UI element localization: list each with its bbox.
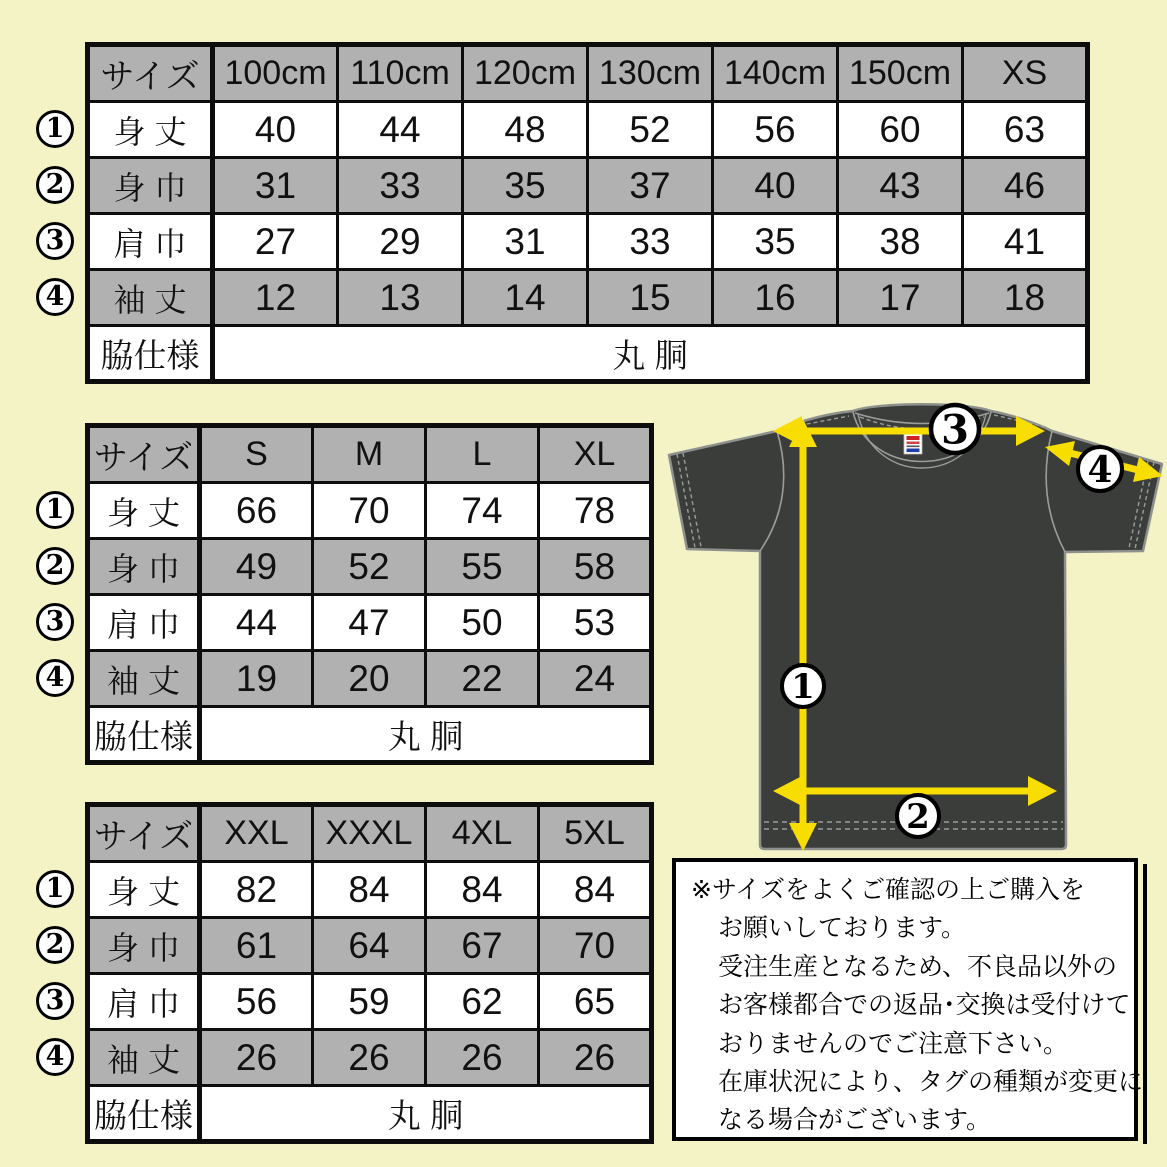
- note-line: お客様都合での返品･交換は受付けて: [718, 991, 1131, 1020]
- marker-4: 4: [1087, 449, 1113, 491]
- row-marker-4: 4: [36, 278, 74, 316]
- cell-value: 64: [313, 918, 426, 974]
- footer-value: 丸 胴: [200, 1086, 652, 1142]
- cell-value: 61: [200, 918, 313, 974]
- cell-value: 22: [426, 651, 539, 707]
- cell-value: 44: [200, 595, 313, 651]
- row-marker-3: 3: [36, 603, 74, 641]
- row-marker-2: 2: [36, 547, 74, 585]
- table-row: [88, 651, 652, 707]
- adult-size-table-block: [45, 423, 654, 765]
- row-label: 袖 丈: [88, 270, 213, 326]
- footer-row: [88, 707, 652, 763]
- cell-value: 55: [426, 539, 539, 595]
- cell-value: 41: [963, 214, 1088, 270]
- cell-value: 52: [588, 102, 713, 158]
- cell-value: 17: [838, 270, 963, 326]
- cell-value: 12: [213, 270, 338, 326]
- column-header: XXXL: [313, 805, 426, 862]
- cell-value: 31: [213, 158, 338, 214]
- cell-value: 62: [426, 974, 539, 1030]
- cell-value: 38: [838, 214, 963, 270]
- cell-value: 26: [426, 1030, 539, 1086]
- row-marker-2: 2: [36, 926, 74, 964]
- cell-value: 40: [213, 102, 338, 158]
- cell-value: 24: [539, 651, 652, 707]
- cell-value: 56: [713, 102, 838, 158]
- footer-label: 脇仕様: [88, 326, 213, 382]
- cell-value: 43: [838, 158, 963, 214]
- row-label: 身 巾: [88, 158, 213, 214]
- column-header: XS: [963, 45, 1088, 102]
- note-line: お願いしております。: [718, 914, 967, 943]
- cell-value: 13: [338, 270, 463, 326]
- cell-value: 60: [838, 102, 963, 158]
- cell-value: 26: [200, 1030, 313, 1086]
- column-header: 150cm: [838, 45, 963, 102]
- note-line: なる場合がございます。: [718, 1106, 992, 1135]
- table-row: [88, 483, 652, 539]
- cell-value: 84: [313, 862, 426, 918]
- table-row: [88, 1030, 652, 1086]
- cell-value: 48: [463, 102, 588, 158]
- column-header: サイズ: [88, 45, 213, 102]
- purchase-note-box: [672, 858, 1144, 1141]
- table-row: [88, 918, 652, 974]
- cell-value: 66: [200, 483, 313, 539]
- note-line: ※サイズをよくご確認の上ご購入を: [691, 876, 1085, 904]
- cell-value: 44: [338, 102, 463, 158]
- marker-2: 2: [906, 797, 930, 837]
- cell-value: 31: [463, 214, 588, 270]
- cell-value: 63: [963, 102, 1088, 158]
- big-size-table: [85, 802, 654, 1144]
- marker-1: 1: [791, 667, 815, 707]
- footer-value: 丸 胴: [200, 707, 652, 763]
- cell-value: 16: [713, 270, 838, 326]
- row-marker-1: 1: [36, 870, 74, 908]
- cell-value: 52: [313, 539, 426, 595]
- row-label: 肩 巾: [88, 214, 213, 270]
- big-size-table-block: [45, 802, 654, 1144]
- column-header: 4XL: [426, 805, 539, 862]
- row-label: 身 丈: [88, 483, 200, 539]
- row-label: 身 巾: [88, 539, 200, 595]
- cell-value: 35: [463, 158, 588, 214]
- cell-value: 84: [426, 862, 539, 918]
- cell-value: 29: [338, 214, 463, 270]
- cell-value: 20: [313, 651, 426, 707]
- table-row: [88, 270, 1088, 326]
- column-header: 110cm: [338, 45, 463, 102]
- table-row: [88, 158, 1088, 214]
- column-header: L: [426, 426, 539, 483]
- cell-value: 56: [200, 974, 313, 1030]
- cell-value: 33: [588, 214, 713, 270]
- column-header: M: [313, 426, 426, 483]
- footer-row: [88, 1086, 652, 1142]
- row-label: 袖 丈: [88, 651, 200, 707]
- table-row: [88, 862, 652, 918]
- cell-value: 49: [200, 539, 313, 595]
- row-marker-4: 4: [36, 1038, 74, 1076]
- note-line: 受注生産となるため、不良品以外の: [718, 952, 1118, 981]
- cell-value: 14: [463, 270, 588, 326]
- cell-value: 70: [313, 483, 426, 539]
- cell-value: 50: [426, 595, 539, 651]
- column-header: S: [200, 426, 313, 483]
- row-marker-4: 4: [36, 659, 74, 697]
- cell-value: 67: [426, 918, 539, 974]
- table-row: [88, 102, 1088, 158]
- cell-value: 35: [713, 214, 838, 270]
- column-header: 130cm: [588, 45, 713, 102]
- column-header: 120cm: [463, 45, 588, 102]
- footer-label: 脇仕様: [88, 707, 200, 763]
- cell-value: 53: [539, 595, 652, 651]
- row-marker-3: 3: [36, 222, 74, 260]
- column-header: サイズ: [88, 426, 200, 483]
- cell-value: 26: [313, 1030, 426, 1086]
- row-marker-1: 1: [36, 110, 74, 148]
- column-header: 100cm: [213, 45, 338, 102]
- brand-tag: [904, 433, 922, 454]
- note-line: おりませんのでご注意下さい。: [718, 1029, 1069, 1058]
- footer-value: 丸 胴: [213, 326, 1088, 382]
- cell-value: 46: [963, 158, 1088, 214]
- note-line: 在庫状況により、タグの種類が変更に: [718, 1068, 1144, 1097]
- cell-value: 82: [200, 862, 313, 918]
- row-marker-3: 3: [36, 982, 74, 1020]
- cell-value: 70: [539, 918, 652, 974]
- row-label: 身 丈: [88, 862, 200, 918]
- cell-value: 19: [200, 651, 313, 707]
- tshirt-measurement-diagram: [660, 398, 1167, 860]
- table-row: [88, 214, 1088, 270]
- row-label: 袖 丈: [88, 1030, 200, 1086]
- table-row: [88, 539, 652, 595]
- table-row: [88, 974, 652, 1030]
- cell-value: 58: [539, 539, 652, 595]
- cell-value: 78: [539, 483, 652, 539]
- cell-value: 84: [539, 862, 652, 918]
- cell-value: 59: [313, 974, 426, 1030]
- table-row: [88, 595, 652, 651]
- footer-label: 脇仕様: [88, 1086, 200, 1142]
- marker-3: 3: [941, 406, 969, 454]
- footer-row: [88, 326, 1088, 382]
- row-marker-2: 2: [36, 166, 74, 204]
- cell-value: 27: [213, 214, 338, 270]
- row-label: 肩 巾: [88, 974, 200, 1030]
- column-header: XL: [539, 426, 652, 483]
- cell-value: 47: [313, 595, 426, 651]
- note-box-shadow: [1143, 864, 1147, 1144]
- cell-value: 15: [588, 270, 713, 326]
- kids-size-table: [85, 42, 1090, 384]
- cell-value: 65: [539, 974, 652, 1030]
- row-label: 身 丈: [88, 102, 213, 158]
- kids-size-table-block: [45, 42, 1090, 384]
- cell-value: 37: [588, 158, 713, 214]
- row-label: 肩 巾: [88, 595, 200, 651]
- column-header: 140cm: [713, 45, 838, 102]
- row-label: 身 巾: [88, 918, 200, 974]
- row-marker-1: 1: [36, 491, 74, 529]
- cell-value: 40: [713, 158, 838, 214]
- column-header: XXL: [200, 805, 313, 862]
- cell-value: 18: [963, 270, 1088, 326]
- adult-size-table: [85, 423, 654, 765]
- cell-value: 26: [539, 1030, 652, 1086]
- column-header: 5XL: [539, 805, 652, 862]
- cell-value: 33: [338, 158, 463, 214]
- column-header: サイズ: [88, 805, 200, 862]
- cell-value: 74: [426, 483, 539, 539]
